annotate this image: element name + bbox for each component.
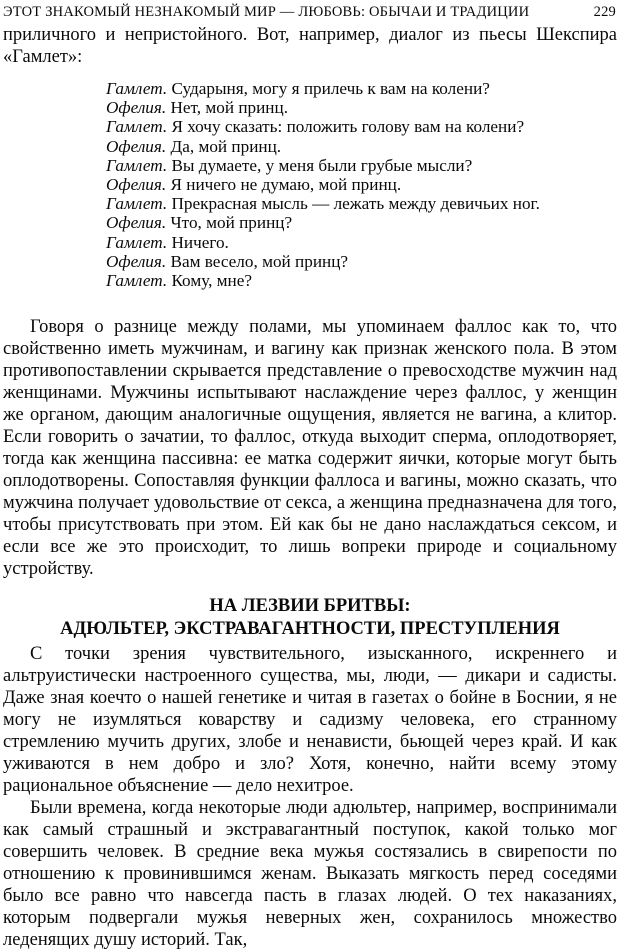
dialogue-text: Кому, мне? [171,271,253,291]
dialogue-speaker: Гамлет. [106,194,168,214]
dialogue-line [106,117,617,136]
dialogue-speaker: Офелия. [106,98,167,118]
dialogue-line [106,175,617,194]
dialogue-text: Что, мой принц? [170,213,293,233]
paragraph-adultery: Были времена, когда некоторые люди адюльтер, например, воспринимали как самый страшный и экстравагантный поступок, какой только мог совершить человек. В средние века мужья состязались в свирепости по отношению к провинившимся женам. Выказать мягкость перед соседями было все равно что навсегда пасть в глазах людей. О тех наказаниях, которым подвергали мужья неверных жен, сохранилось множество леденящих душу историй. Так, [3,798,617,951]
section-heading-line-2: АДЮЛЬТЕР, ЭКСТРАВАГАНТНОСТИ, ПРЕСТУПЛЕНИЯ [60,619,560,640]
dialogue-text: Вы думаете, у меня были грубые мысли? [171,155,473,175]
dialogue-speaker: Офелия. [106,136,167,156]
hamlet-dialogue [106,79,617,290]
section-heading [3,595,617,641]
dialogue-line [106,79,617,98]
dialogue-line [106,156,617,175]
dialogue-text: Я ничего не думаю, мой принц. [170,175,402,195]
page-number: 229 [593,4,616,20]
dialogue-text: Я хочу сказать: положить голову вам на колени? [171,117,525,137]
dialogue-line [106,194,617,213]
dialogue-line [106,137,617,156]
dialogue-text: Нет, мой принц. [170,98,289,118]
dialogue-line [106,233,617,252]
dialogue-text: Ничего. [171,232,229,252]
dialogue-speaker: Гамлет. [106,271,168,291]
dialogue-speaker: Офелия. [106,213,167,233]
dialogue-speaker: Гамлет. [106,79,168,98]
dialogue-line [106,213,617,232]
dialogue-text: Сударыня, могу я прилечь к вам на колени? [171,79,490,98]
dialogue-speaker: Офелия. [106,251,167,271]
dialogue-speaker: Гамлет. [106,155,168,175]
running-title: ЭТОТ ЗНАКОМЫЙ НЕЗНАКОМЫЙ МИР — ЛЮБОВЬ: ОБЫЧАИ И ТРАДИЦИИ [3,4,530,20]
dialogue-text: Да, мой принц. [170,136,282,156]
dialogue-line [106,98,617,117]
section-heading-line-1: НА ЛЕЗВИИ БРИТВЫ: [209,596,411,617]
intro-paragraph: приличного и непристойного. Вот, например, диалог из пьесы Шекспира «Гамлет»: [3,25,617,67]
paragraph-human-cruelty: С точки зрения чувствительного, изысканного, искреннего и альтруистически настроенного существа, мы, люди, — дикари и садисты. Даже зная коечто о нашей генетике и читая в газетах о бойне в Боснии, я не могу не изумляться коварству и садизму человека, его странному стремлению мучить других, злобе и ненависти, бьющей через край. И как уживаются в нем добро и зло? Хотя, конечно, найти всему этому рациональное объяснение — дело нехитрое. [3,644,617,797]
dialogue-text: Прекрасная мысль — лежать между девичьих ног. [171,194,540,214]
running-header [3,3,616,21]
page-body [3,24,617,951]
paragraph-gender-difference: Говоря о разнице между полами, мы упоминаем фаллос как то, что свойственно иметь мужчинам, и вагину как признак женского пола. В этом противопоставлении скрывается представление о превосходстве мужчин над женщинами. Мужчины испытывают наслаждение через фаллос, у женщин же органом, дающим аналогичные ощущения, является не вагина, а клитор. Если говорить о зачатии, то фаллос, откуда выходит сперма, оплодотворяет, тогда как женщина пассивна: ее матка содержит яички, которые могут быть оплодотворены. Сопоставляя функции фаллоса и вагины, можно сказать, что мужчина получает удовольствие от секса, а женщина предназначена для того, чтобы присутствовать при этом. Ей как бы не дано наслаждаться сексом, и если все же это происходит, то лишь вопреки природе и социальному устройству. [3,317,617,580]
dialogue-text: Вам весело, мой принц? [170,251,349,271]
dialogue-line [106,271,617,290]
dialogue-speaker: Гамлет. [106,232,168,252]
dialogue-speaker: Офелия. [106,175,167,195]
dialogue-speaker: Гамлет. [106,117,168,137]
dialogue-line [106,252,617,271]
